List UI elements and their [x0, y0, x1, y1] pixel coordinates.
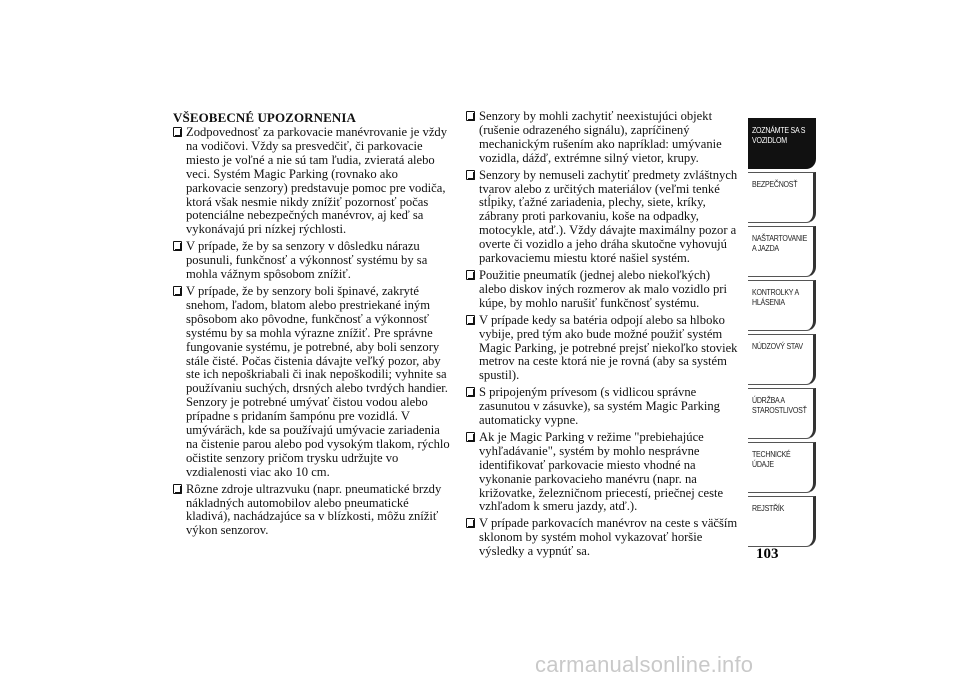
section-heading: VŠEOBECNÉ UPOZORNENIA: [173, 110, 357, 125]
checkbox-bullet-icon: [173, 484, 182, 494]
list-item: V prípade kedy sa batéria odpojí alebo sa hlboko vybije, pred tým ako bude možné použiť systém Magic Parking, je potrebné prejsť niekoľko stoviek metrov na ceste ktorá nie je rovná (aby sa systém spustil).: [466, 314, 740, 384]
list-item: Použitie pneumatík (jednej alebo niekoľkých) alebo diskov iných rozmerov ak malo vozidlo pri kúpe, by mohlo narušiť funkčnosť systému.: [466, 269, 740, 311]
checkbox-bullet-icon: [466, 315, 475, 325]
right-column: [466, 110, 740, 562]
left-column: [173, 110, 450, 541]
list-item: V prípade parkovacích manévrov na ceste s väčším sklonom by systém mohol vykazovať horšie výsledky a vypnúť sa.: [466, 517, 740, 559]
list-item: Rôzne zdroje ultrazvuku (napr. pneumatické brzdy nákladných automobilov alebo pneumatické kladivá), nachádzajúce sa v blízkosti, môžu znížiť výkon senzorov.: [173, 483, 450, 539]
list-item: Senzory by mohli zachytiť neexistujúci objekt (rušenie odrazeného signálu), zapríčinený mechanickým rušením ako napríklad: umývanie vozidla, dážď, extrémne silný vietor, krupy.: [466, 110, 740, 166]
checkbox-bullet-icon: [466, 387, 475, 397]
checkbox-bullet-icon: [466, 432, 475, 442]
tab-kontrolky-a-hlasenia[interactable]: KONTROLKY A HLÁSENIA: [748, 280, 816, 331]
list-item: V prípade, že by senzory boli špinavé, zakryté snehom, ľadom, blatom alebo prestriekané iným spôsobom ako pôvodne, funkčnosť a výkonnosť systému by sa mohla výrazne znížiť. Pre správne fungovanie systému, je potrebné, aby boli senzory stále čisté. Počas čistenia dávajte veľký pozor, aby ste ich nepoškriabali či inak nepoškodili; vyhnite sa používaniu suchých, drsných alebo tvrdých handier. Senzory je potrebné umývať čistou vodou alebo prípadne s pridaním šampónu pre vozidlá. V umýváräch, kde sa používajú umývacie zariadenia na čistenie parou alebo pod vysokým tlakom, rýchlo očistite senzory pričom trysku udržujte vo vzdialenosti viac ako 10 cm.: [173, 285, 450, 480]
list-item: Zodpovednosť za parkovacie manévrovanie je vždy na vodičovi. Vždy sa presvedčiť, či parkovacie miesto je voľné a nie sú tam ľudia, zvieratá alebo veci. Systém Magic Parking (rovnako ako parkovacie senzory) predstavuje pomoc pre vodiča, ktorá však nesmie nikdy znížiť pozornosť počas potenciálne nebezpečných manévrov, aj keď sa vykonávajú pri nízkej rýchlosti.: [173, 126, 450, 237]
tab-udrzba-a-starostlivost[interactable]: ÚDRŽBA A STAROSTLIVOSŤ: [748, 388, 816, 439]
list-item: V prípade, že by sa senzory v dôsledku nárazu posunuli, funkčnosť a výkonnosť systému by sa mohla vážnym spôsobom znížiť.: [173, 240, 450, 282]
tab-technicke-udaje[interactable]: TECHNICKÉ ÚDAJE: [748, 442, 816, 493]
checkbox-bullet-icon: [173, 286, 182, 296]
checkbox-bullet-icon: [466, 170, 475, 180]
checkbox-bullet-icon: [466, 518, 475, 528]
page-number: 103: [756, 546, 779, 562]
tab-nastartovanie-a-jazda[interactable]: NAŠTARTOVANIE A JAZDA: [748, 226, 816, 277]
tab-rejstrik[interactable]: REJSTŘÍK: [748, 496, 816, 547]
tab-zoznamte-sa-s-vozidlom[interactable]: ZOZNÁMTE SA S VOZIDLOM: [748, 118, 816, 169]
list-item: Ak je Magic Parking v režime "prebiehajúce vyhľadávanie", systém by mohlo nesprávne identifikovať parkovacie miesto vhodné na vykonanie parkovacieho manévru (napr. na križovatke, železničnom priecestí, priečnej ceste vzhľadom k smeru jazdy, atď.).: [466, 431, 740, 514]
checkbox-bullet-icon: [173, 241, 182, 251]
list-item: Senzory by nemuseli zachytiť predmety zvláštnych tvarov alebo z určitých materiálov (veľmi tenké stĺpiky, ťažné zariadenia, plechy, siete, kríky, zábrany proti parkovaniu, koše na odpadky, motocykle, atď.). Vždy dávajte maximálny pozor a overte či vozidlo a jeho dráha skutočne vyhovujú parkovaciemu miestu ktoré našiel systém.: [466, 169, 740, 266]
tab-bezpecnost[interactable]: BEZPEČNOSŤ: [748, 172, 816, 223]
tab-nudzovy-stav[interactable]: NÚDZOVÝ STAV: [748, 334, 816, 385]
watermark: carmanualsonline.info: [535, 652, 754, 677]
list-item: S pripojeným prívesom (s vidlicou správne zasunutou v zásuvke), sa systém Magic Parking automaticky vypne.: [466, 386, 740, 428]
checkbox-bullet-icon: [466, 270, 475, 280]
checkbox-bullet-icon: [466, 111, 475, 121]
checkbox-bullet-icon: [173, 127, 182, 137]
chapter-tabs: [748, 118, 818, 550]
